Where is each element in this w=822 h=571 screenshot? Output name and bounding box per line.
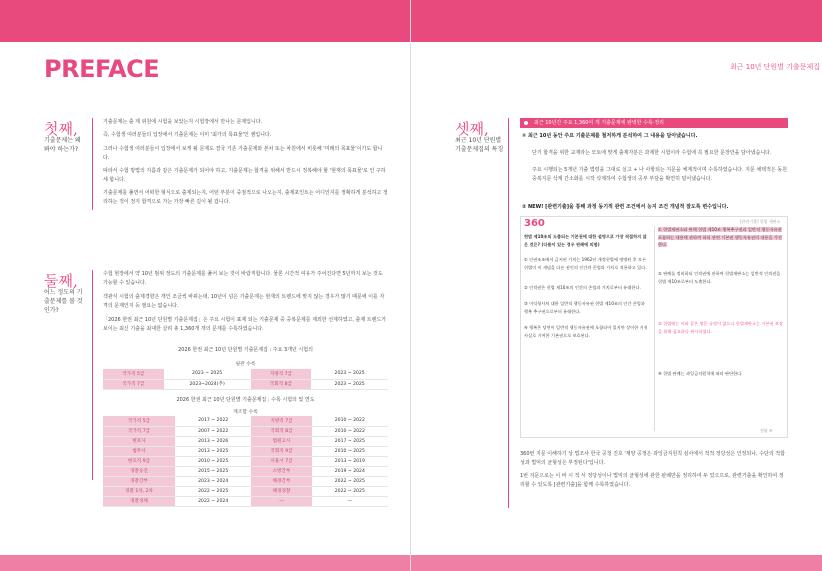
- table-row: [103, 456, 388, 466]
- table-cell: 국가직 5급: [103, 416, 175, 426]
- section1-para2: 즉, 수험생 여러분들의 입장에서 기출문제는 이미 '최가의 목표물'인 셈입니다.: [103, 132, 272, 138]
- table-cell: 경찰경채: [103, 496, 175, 506]
- table-cell: 2010 ~ 2025: [175, 456, 251, 466]
- table-cell: 국회직 8급: [251, 379, 312, 389]
- section3-divider: [508, 118, 509, 508]
- section3-bar-text: 최근 10년간 주요 1,360여 개 기출문제에 완벽한 수록·정리: [534, 120, 664, 126]
- table-cell: 2015 ~ 2025: [175, 466, 251, 476]
- section1-para4: 따라서 수험 방법의 지름과 같은 기출문제가 되어야 하고, 기출문제는 합격을 위해서 반드시 정복해야 할 '현재의 목표물'로 인 구하세 합니다.: [103, 168, 386, 183]
- section2-subtitle: 어느 정도의 기출문제를 볼 것인가?: [44, 289, 83, 314]
- table-cell: 2013 ~ 2025: [175, 446, 251, 456]
- table-cell: 2023 ~ 2025: [311, 379, 388, 389]
- section1-heading: 첫째,: [44, 120, 78, 138]
- section3-item1: ① 최근 10년 동안 주요 기출문제를 철저하게 분석하여 그 내용을 담아냈습니다.: [522, 133, 698, 139]
- section3-heading: 셋째,: [455, 120, 489, 138]
- table-row: [103, 416, 388, 426]
- table-cell: 2023 ~ 2025: [164, 369, 251, 379]
- table-cell: 지방직 7급: [251, 416, 311, 426]
- table-cell: 국가직 5급: [103, 369, 164, 379]
- table-row: [103, 426, 388, 436]
- table-cell: —: [251, 496, 311, 506]
- section3-highlight-bar: [520, 118, 788, 128]
- table-row: [103, 486, 388, 496]
- table-cell: 2010 ~ 2022: [312, 416, 388, 426]
- table-cell: 서울시 7급: [251, 456, 311, 466]
- table-cell: 2010 ~ 2022: [312, 426, 388, 436]
- related-exam-label: [관련기출] 헌법 재판소: [740, 219, 781, 224]
- table-cell: 2013 ~ 2019: [312, 456, 388, 466]
- table2-title: 2026 한권 최근 10년 단원별 기출문제집 : 수록 시험의 및 연도: [176, 397, 315, 403]
- table-row: [103, 466, 388, 476]
- option-1: ① 인권조조에서 금지된 가치는 1962년 개정헌법에 명명된 후 모든 헌법이 이 개념을 다른 권인의 인간의 존엄과 가치로 적용하고 있다.: [524, 257, 647, 270]
- question-stem: 헌법 제10조의 도출되는 기본권에 대한 설명으로 가장 적절하지 않은 것은? (다툼이 있는 경우 판례에 의함): [524, 234, 647, 247]
- table-cell: 해경간부: [251, 476, 311, 486]
- section3-subtitle: 최근 10년 단원별 기출문제집의 특징: [455, 137, 504, 153]
- table-row: [103, 369, 388, 379]
- table-cell: 국가직 7급: [103, 379, 164, 389]
- bullet-icon: [524, 121, 528, 125]
- section2-divider: [92, 270, 93, 480]
- explanation-4: ④ 헌법 판례는 과잉금지원칙에 따라 판단한다.: [658, 371, 743, 376]
- table-cell: 해경경찰: [251, 486, 311, 496]
- section1-para3: 그러나 수험생 여러분들이 입장에서 보게 될 문제도 결국 기존 기출문제와 본차 또는 차원에서 비롯해 '미래의 목표물'이기도 합니다.: [103, 146, 383, 161]
- table-cell: 2010 ~ 2025: [312, 446, 388, 456]
- table-cell: —: [312, 496, 388, 506]
- table-row: [103, 446, 388, 456]
- section1-para1: 기출문제는 출 제 위원에 시험을 보았는지 시험장에서 만나는 문제입니다.: [103, 119, 263, 125]
- table-cell: 2023 ~ 2024: [175, 476, 251, 486]
- bottom-band-right: [411, 555, 822, 571]
- table-cell: 국가직 7급: [103, 426, 175, 436]
- explanation-3: ③ 헌법에는 이와 같은 명문 규정이 없으나 헌법재판소는 기본권 보장을 위해 필요하다 판시하였다.: [658, 321, 783, 334]
- table-cell: 2022 ~ 2025: [312, 486, 388, 496]
- top-band-left: [0, 0, 411, 42]
- option-4: ④ 행복은 당연이 일반적 행동자유권에 포함되어 있지만 상이한 거짓 사실로 기여한 기본권으로 보호된다.: [524, 325, 648, 338]
- bottom-paragraph-2: 1번 지문으로는 이 바 시 적 서 정당성이나 법익의 균형성에 관한 판례만을 정리하여 두 었으므로, 관련기출을 확인하여 정리할 수 있도록 [관련기출]을 함께 수록하였습니다.: [520, 473, 784, 488]
- section3-item1-body2: 주요 시행되는 5개년 기출 법령을 그대로 실고 + 나 사항되는 지문을 체계적이며 수록하였습니다. 지문 채택적은 동원 중복지문 삭제 간소화를 시작 삭제하여 수험생의 공부 부담을 확연히 덜어냈습니다.: [532, 167, 787, 182]
- answer-label: 정답 ④: [760, 428, 773, 433]
- section2-para1: 수험 현장에서 약 10년 범위 정도의 기출문제를 풀어 보는 것이 바람직합니다. 물론 시간적 여유가 주어진다면 5년까지 보는 것도 가능할 수 있습니다.: [103, 271, 383, 286]
- question-number: 360: [524, 218, 545, 229]
- table-cell: 법무사: [103, 446, 175, 456]
- section3-item2: ② NEW! [관련기출]을 통해 과정 동기적 관련 조건에서 능지 조건 개념적 잘도록 변수입니다.: [522, 204, 729, 210]
- table-cell: 2017 ~ 2025: [312, 436, 388, 446]
- option-2: ② 인격권은 헌법 제10조의 인간의 존엄과 가치로부터 유래한다.: [524, 285, 641, 290]
- table-cell: 2019 ~ 2024: [312, 466, 388, 476]
- section1-subtitle: 기출문제는 왜 봐야 하는가?: [44, 137, 81, 153]
- table-cell: 소방간부: [251, 466, 311, 476]
- table-cell: 2007 ~ 2022: [175, 426, 251, 436]
- table-cell: 국회직 8급: [251, 426, 311, 436]
- table1-subtitle: 필관 수록: [235, 362, 256, 367]
- table-cell: 경찰간부: [103, 476, 175, 486]
- preface-title: PREFACE: [44, 55, 160, 83]
- table-row: [103, 496, 388, 506]
- bottom-paragraph-1: 360번 지문 이해하기 상 법조사 한국 공청 진호 '제양 공정은 과잉금지원칙 심사에서 적적 정당성은 인정되나, 수단의 적합성과 법익의 균형성은 부정된다'입니다.: [520, 451, 785, 466]
- table-cell: 2023~2024(추): [164, 379, 251, 389]
- bottom-band-left: [0, 555, 411, 571]
- table2-subtitle: 재조합 수록: [233, 410, 258, 415]
- explanation-1: ① 헌법재판소와 판례 헌법 제10조 행복추구권과 일반적 행동자유권 포함하는 내용에 관하여 하되 관련 기본권 행동자유권의 내용을 가진 한다.: [658, 227, 782, 247]
- table-cell: 2022 ~ 2025: [175, 486, 251, 496]
- option-3: ③ 이익형사처 대한 일반적 행동자유권 헌법 제10조의 인간 존엄과 행복 추구권으로부터 유래한다.: [524, 301, 645, 314]
- section2-para2: 객관식 시험의 출제경향은 개인 조금씩 바뀌는데, 10년이 넘은 기출문제는 현재의 트렌드에 맞지 않는 경우가 많기 때문에 이를 자격의 문제인지 등 필요는 없습니다.: [103, 294, 385, 309]
- question-col-divider: [654, 226, 655, 431]
- table-row: [103, 476, 388, 486]
- section3-item1-body: 단기 합격을 위한 교재라는 모토에 맞게 출제자분은 과제한 시험이라 수험에 꼭 필요한 문장만을 담아냈습니다.: [532, 150, 772, 156]
- table-cell: 2023 ~ 2025: [311, 369, 388, 379]
- table-cell: 법원고시: [251, 436, 311, 446]
- table-cell: 변호직 9급: [103, 456, 175, 466]
- table-cell: 경찰 1차, 2차: [103, 486, 175, 496]
- explanation-2: ② 판례를 정리하되 인격권에 관하여 헌법재판소는 일반적 인격권을 헌법 제10조로부터 도출한다.: [658, 271, 781, 284]
- section2-heading: 둘째,: [44, 272, 78, 290]
- table-row: [103, 379, 388, 389]
- book-title-tag: 최근 10년 단원별 기출문제집: [730, 63, 820, 71]
- table-cell: 국회직 9급: [251, 446, 311, 456]
- table1-title: 2026 한권 최근 10년 단원별 기출문제집 : 주요 3개년 시험의: [178, 347, 313, 353]
- top-band-right: [411, 0, 822, 42]
- section1-divider: [92, 118, 93, 210]
- table-cell: 2022 ~ 2024: [175, 496, 251, 506]
- table-row: [103, 436, 388, 446]
- table-cell: 2022 ~ 2025: [312, 476, 388, 486]
- table-cell: 변호사: [103, 436, 175, 446]
- table-cell: 경찰승진: [103, 466, 175, 476]
- table-cell: 2013 ~ 2026: [175, 436, 251, 446]
- table-cell: 지방직 7급: [251, 369, 312, 379]
- table1: [103, 369, 388, 390]
- book-spine: [410, 0, 411, 571]
- section1-para5: 기출문제를 풀면서 어떠한 형식으로 출제되는지, 어떤 부분이 중점적으로 나오는지, 출제포인트는 어디인지를 정확하게 분석하고 정리하는 것이 정지 합격으로 가는 가장 빠른 길이 될 겁니다.: [103, 190, 388, 205]
- table2: [103, 416, 388, 507]
- section2-para3: 「2026 한권 최근 10년 단원별 기출문제집」은 주요 시험이 표제 되는 기출문제 중 중복문제를 제외한 선제하였고, 출제 트렌드가 보이는 최신 기출을 최대한 살려 총 1,360개 개의 문제를 수록하였습니다.: [103, 317, 387, 332]
- table-cell: 2017 ~ 2022: [175, 416, 251, 426]
